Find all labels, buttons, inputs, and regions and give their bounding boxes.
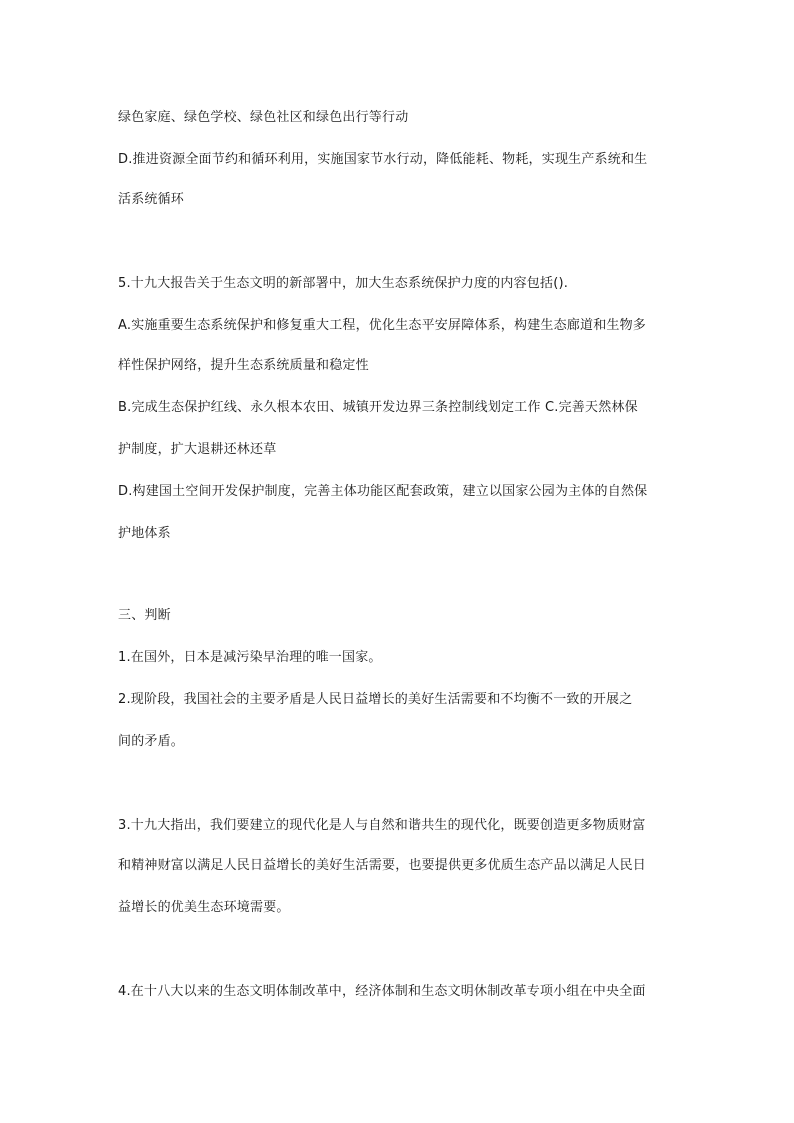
text-line: 绿色家庭、绿色学校、绿色社区和绿色出行等行动	[118, 110, 409, 125]
section-heading: 三、判断	[118, 608, 171, 623]
text-line: 1.在国外，日本是减污染早治理的唯一国家。	[118, 650, 382, 665]
text-line: B.完成生态保护红线、永久根本农田、城镇开发边界三条控制线划定工作 C.完善天然林保	[118, 400, 638, 415]
text-line: D.推进资源全面节约和循环利用，实施国家节水行动，降低能耗、物耗，实现生产系统和生	[118, 152, 648, 167]
text-line: 3.十九大指出，我们要建立的现代化是人与自然和谐共生的现代化，既要创造更多物质财富	[118, 818, 646, 833]
text-line: 4.在十八大以来的生态文明体制改革中，经济体制和生态文明休制改革专项小组在中央全面	[118, 984, 646, 999]
text-line: 护制度，扩大退耕还林还草	[118, 442, 277, 457]
text-line: 5.十九大报告关于生态文明的新部署中，加大生态系统保护力度的内容包括().	[118, 276, 569, 291]
text-line: 样性保护网络，提升生态系统质量和稳定性	[118, 358, 369, 373]
text-line: 间的矛盾。	[118, 734, 185, 749]
text-line: 益增长的优美生态环境需要。	[118, 900, 290, 915]
text-line: 和精神财富以满足人民日益增长的美好生活需要，也要提供更多优质生态产品以满足人民日	[118, 858, 647, 873]
text-line: D.构建国土空间开发保护制度，完善主体功能区配套政策，建立以国家公园为主体的自然保	[118, 484, 648, 499]
text-line: 护地体系	[118, 526, 171, 541]
text-line: A.实施重要生态系统保护和修复重大工程，优化生态平安屏障体系，构建生态廊道和生物多	[118, 318, 646, 333]
text-line: 活系统循环	[118, 192, 185, 207]
text-line: 2.现阶段，我国社会的主要矛盾是人民日益增长的美好生活需要和不均衡不一致的开展之	[118, 692, 633, 707]
